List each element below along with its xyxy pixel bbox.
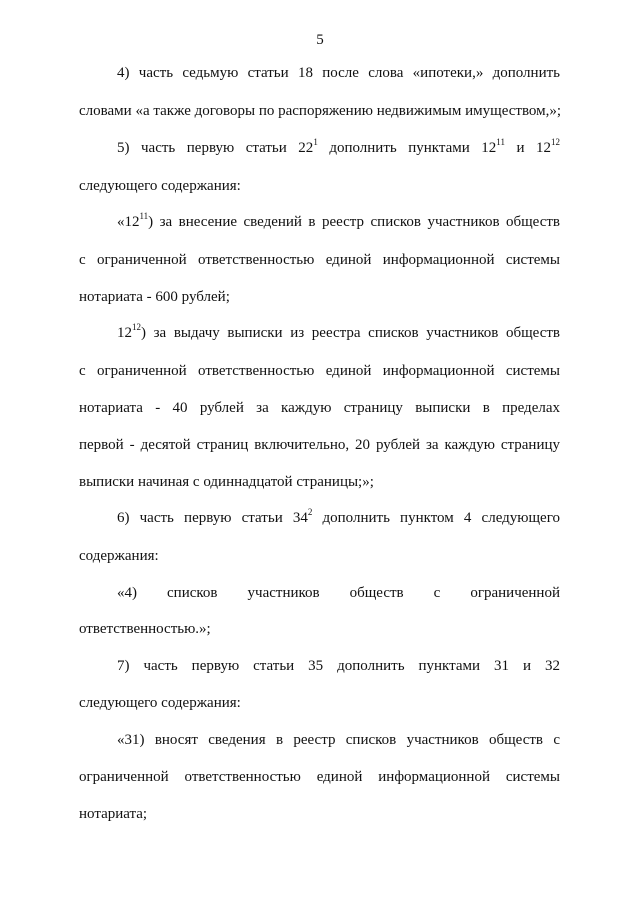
item5-sup-11: 11 bbox=[496, 137, 505, 147]
p4-line2: ответственностью.»; bbox=[79, 621, 211, 637]
p1211-line3: нотариата - 600 рублей; bbox=[79, 289, 230, 305]
item5-sup-1: 1 bbox=[313, 137, 318, 147]
item5-line1 bbox=[117, 139, 560, 157]
page-number: 5 bbox=[316, 32, 324, 48]
item6-line2: содержания: bbox=[79, 548, 159, 564]
p31-line1: «31) вносят сведения в реестр списков участников обществ с bbox=[117, 732, 560, 748]
p1211-sup: 11 bbox=[139, 211, 149, 221]
item6-text-pre: 6) часть первую статьи 34 bbox=[117, 510, 308, 526]
p1211-line2: с ограниченной ответственностью единой информационной системы bbox=[79, 252, 560, 268]
item4-line2: словами «а также договоры по распоряжению недвижимым имуществом,»; bbox=[79, 103, 562, 119]
item6-line1 bbox=[117, 509, 560, 527]
p1212-line2: с ограниченной ответственностью единой информационной системы bbox=[79, 363, 560, 379]
item5-text-and: и 12 bbox=[504, 140, 551, 156]
p4-line1: «4) списков участников обществ с ограниченной bbox=[117, 585, 560, 601]
p1212-line5: выписки начиная с одиннадцатой страницы;»; bbox=[79, 474, 374, 490]
item6-text-rest: дополнить пунктом 4 следующего bbox=[312, 510, 560, 526]
p1212-text-rest: ) за выдачу выписки из реестра списков участников обществ bbox=[141, 325, 560, 341]
p1212-sup: 12 bbox=[132, 322, 141, 332]
item5-sup-12: 12 bbox=[550, 137, 560, 147]
p1212-line1 bbox=[117, 324, 560, 342]
p1211-text-pre: «12 bbox=[117, 214, 140, 230]
p1211-line1 bbox=[117, 213, 560, 231]
item7-line1: 7) часть первую статьи 35 дополнить пунктами 31 и 32 bbox=[117, 658, 560, 674]
p1212-line4: первой - десятой страниц включительно, 20 рублей за каждую страницу bbox=[79, 437, 560, 453]
item5-line2: следующего содержания: bbox=[79, 178, 241, 194]
p1212-line3: нотариата - 40 рублей за каждую страницу выписки в пределах bbox=[79, 400, 560, 416]
p31-line2: ограниченной ответственностью единой информационной системы bbox=[79, 769, 560, 785]
p31-line3: нотариата; bbox=[79, 806, 148, 822]
item6-sup: 2 bbox=[307, 507, 313, 517]
item5-text-pre: 5) часть первую статьи 22 bbox=[117, 140, 314, 156]
item4-line1: 4) часть седьмую статьи 18 после слова «ипотеки,» дополнить bbox=[117, 65, 560, 81]
p1211-text-rest: ) за внесение сведений в реестр списков участников обществ bbox=[148, 214, 560, 230]
item7-line2: следующего содержания: bbox=[79, 695, 241, 711]
item5-text-mid: дополнить пунктами 12 bbox=[317, 140, 497, 156]
p1212-text-pre: 12 bbox=[117, 325, 132, 341]
